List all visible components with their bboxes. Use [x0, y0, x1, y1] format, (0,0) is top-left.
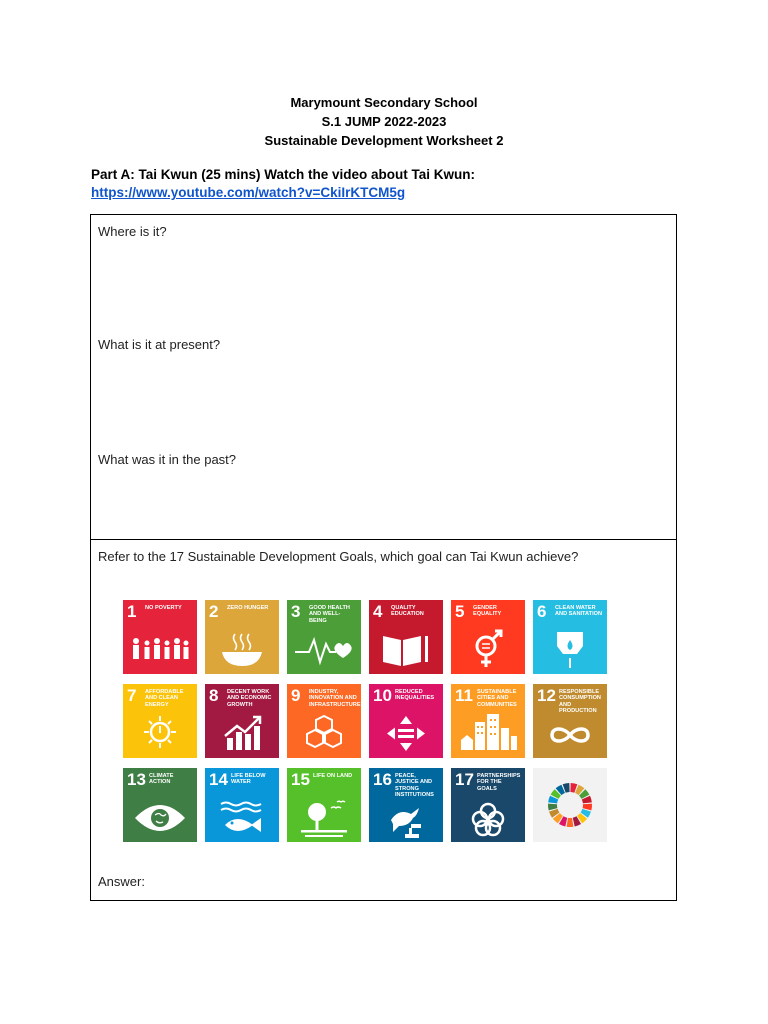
sdg-label: QUALITY EDUCATION: [391, 605, 424, 618]
worksheet-title: Sustainable Development Worksheet 2: [264, 133, 504, 148]
sdg-wheel-segment: [583, 804, 592, 811]
sdg-tile-10: [369, 684, 443, 758]
sdg-tile-16: [369, 768, 443, 842]
questions-box: [90, 214, 677, 540]
sdg-label: RESPONSIBLE CONSUMPTION AND PRODUCTION: [559, 689, 601, 715]
sdg-label wide: INDUSTRY, INNOVATION AND INFRASTRUCTURE: [309, 689, 361, 708]
sdg-number: 7: [127, 686, 137, 705]
sdg-number: 9: [291, 686, 301, 705]
sdg-number: 2: [209, 602, 219, 621]
sdg-label: SUSTAINABLE CITIES AND COMMUNITIES: [477, 689, 517, 708]
sdg-tile-13: [123, 768, 197, 842]
infinity-icon: [533, 684, 607, 758]
document-header: [0, 93, 768, 150]
sdg-label: PEACE, JUSTICE AND STRONG INSTITUTIONS: [395, 773, 434, 799]
sdg-label: CLIMATE ACTION: [149, 773, 174, 786]
sdg-tile-7: [123, 684, 197, 758]
sdg-label: ZERO HUNGER: [227, 605, 269, 611]
eye-globe-icon: [123, 768, 197, 842]
sdg-grid: [123, 600, 607, 842]
sdg-label: PARTNERSHIPS FOR THE GOALS: [477, 773, 521, 792]
sdg-wheel-segment: [548, 804, 557, 811]
sdg-number: 12: [537, 686, 556, 705]
rings-icon: [451, 768, 525, 842]
sdg-tile-17: [451, 768, 525, 842]
city-icon: [451, 684, 525, 758]
sdg-tile-9: [287, 684, 361, 758]
cubes-icon: [287, 684, 361, 758]
water-drop-icon: [533, 600, 607, 674]
question-present: What is it at present?: [98, 337, 221, 352]
part-a-section: [91, 166, 475, 202]
sdg-number: 3: [291, 602, 301, 621]
sdg-number: 1: [127, 602, 137, 621]
goals-box: [90, 539, 677, 901]
program-name: S.1 JUMP 2022-2023: [321, 114, 447, 129]
sdg-wheel-segment: [567, 818, 574, 827]
sdg-label: AFFORDABLE AND CLEAN ENERGY: [145, 689, 184, 708]
sdg-label: GOOD HEALTH AND WELL-BEING: [309, 605, 350, 624]
sdg-tile-3: [287, 600, 361, 674]
sdg-tile-12: [533, 684, 607, 758]
sdg-tile-4: [369, 600, 443, 674]
fish-icon: [205, 768, 279, 842]
sdg-label: REDUCED INEQUALITIES: [395, 689, 435, 702]
sdg-label: LIFE ON LAND: [313, 773, 353, 779]
sdg-label: GENDER EQUALITY: [473, 605, 502, 618]
sdg-number: 5: [455, 602, 465, 621]
sdg-label: DECENT WORK AND ECONOMIC GROWTH: [227, 689, 272, 708]
sdg-tile-14: [205, 768, 279, 842]
question-where: Where is it?: [98, 224, 167, 239]
video-link[interactable]: https://www.youtube.com/watch?v=CkiIrKTCM5g: [91, 185, 406, 200]
sdg-number: 11: [455, 686, 473, 705]
sdg-number: 15: [291, 770, 310, 789]
family-icon: [123, 600, 197, 674]
sdg-label: NO POVERTY: [145, 605, 182, 611]
sdg-tile-2: [205, 600, 279, 674]
goals-prompt: Refer to the 17 Sustainable Development Goals, which goal can Tai Kwun achieve?: [98, 549, 579, 564]
sdg-wheel-tile: [533, 768, 607, 842]
growth-chart-icon: [205, 684, 279, 758]
sdg-tile-8: [205, 684, 279, 758]
food-bowl-icon: [205, 600, 279, 674]
sdg-tile-6: [533, 600, 607, 674]
dove-icon: [369, 768, 443, 842]
gender-icon: [451, 600, 525, 674]
sdg-tile-5: [451, 600, 525, 674]
sdg-tile-11: [451, 684, 525, 758]
sdg-label: CLEAN WATER AND SANITATION: [555, 605, 603, 618]
sdg-number: 4: [373, 602, 383, 621]
heartbeat-icon: [287, 600, 361, 674]
answer-label: Answer:: [98, 874, 145, 889]
sdg-number: 16: [373, 770, 392, 789]
sdg-wheel-icon: [533, 768, 607, 842]
sdg-label: LIFE BELOW WATER: [231, 773, 266, 786]
book-icon: [369, 600, 443, 674]
sdg-number: 6: [537, 602, 547, 621]
equality-icon: [369, 684, 443, 758]
part-a-heading: Part A: Tai Kwun (25 mins) Watch the video about Tai Kwun:: [91, 167, 476, 182]
sdg-number: 8: [209, 686, 219, 705]
sun-power-icon: [123, 684, 197, 758]
school-name: Marymount Secondary School: [290, 95, 478, 110]
question-past: What was it in the past?: [98, 452, 237, 467]
sdg-tile-1: [123, 600, 197, 674]
sdg-number: 14: [209, 770, 228, 789]
sdg-number: 10: [373, 686, 392, 705]
sdg-number: 17: [455, 770, 474, 789]
tree-icon: [287, 768, 361, 842]
sdg-tile-15: [287, 768, 361, 842]
sdg-number: 13: [127, 770, 146, 789]
